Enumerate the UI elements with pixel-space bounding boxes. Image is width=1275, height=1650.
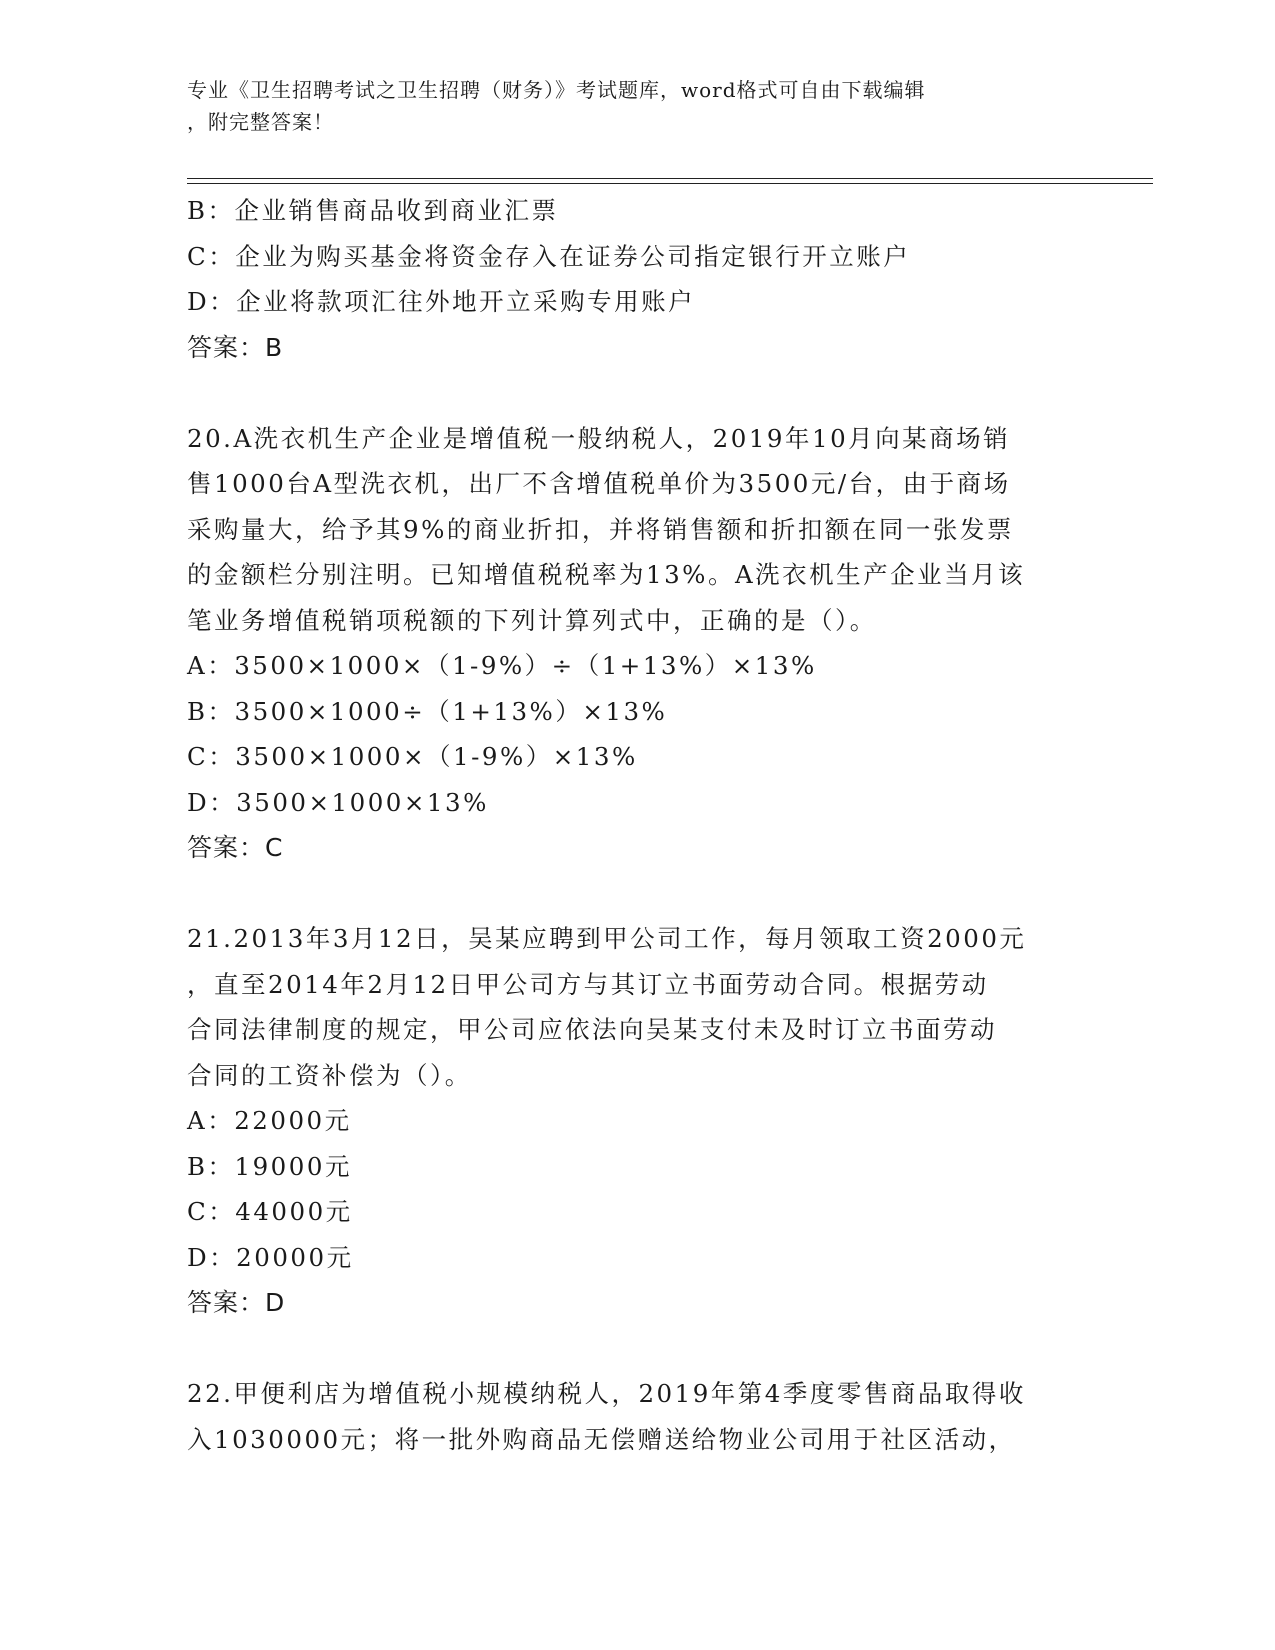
option-d: D：20000元	[187, 1242, 354, 1272]
question-stem-line: 笔业务增值税销项税额的下列计算列式中，正确的是（）。	[187, 605, 877, 635]
option-c: C：3500×1000×（1-9%）×13%	[187, 742, 638, 771]
question-stem-line: 22.甲便利店为增值税小规模纳税人，2019年第4季度零售商品取得收	[187, 1379, 1026, 1408]
option-c: C：44000元	[187, 1197, 353, 1226]
question-19-tail	[187, 188, 1107, 370]
question-stem-line: 的金额栏分别注明。已知增值税税率为13%。A洗衣机生产企业当月该	[187, 560, 1026, 589]
answer-label: 答案：D	[187, 1288, 286, 1317]
question-stem-line: 采购量大，给予其9%的商业折扣，并将销售额和折扣额在同一张发票	[187, 514, 1014, 544]
question-stem-line: ，直至2014年2月12日甲公司方与其订立书面劳动合同。根据劳动	[187, 969, 989, 999]
question-stem-line: 合同法律制度的规定，甲公司应依法向吴某支付未及时订立书面劳动	[187, 1015, 997, 1044]
option-a: A：22000元	[187, 1106, 352, 1135]
spacer	[187, 370, 1107, 416]
answer-label: 答案：B	[187, 332, 284, 362]
option-a: A：3500×1000×（1-9%）÷（1+13%）×13%	[187, 651, 817, 680]
question-21	[187, 916, 1107, 1326]
question-stem-line: 入1030000元；将一批外购商品无偿赠送给物业公司用于社区活动，	[187, 1424, 1016, 1454]
question-22	[187, 1371, 1107, 1462]
header-line-1: 专业《卫生招聘考试之卫生招聘（财务）》考试题库，word格式可自由下载编辑	[187, 78, 926, 102]
answer-label: 答案：C	[187, 833, 284, 862]
header-line-2: ，附完整答案！	[187, 110, 334, 134]
header-divider-top	[187, 178, 1153, 179]
option-b: B：19000元	[187, 1151, 352, 1181]
question-stem-line: 合同的工资补偿为（）。	[187, 1060, 472, 1090]
question-stem-line: 售1000台A型洗衣机，出厂不含增值税单价为3500元/台，由于商场	[187, 469, 1011, 498]
question-20	[187, 416, 1107, 871]
question-stem-line: 20.A洗衣机生产企业是增值税一般纳税人，2019年10月向某商场销	[187, 423, 1011, 453]
option-b: B：企业销售商品收到商业汇票	[187, 196, 559, 225]
option-d: D：3500×1000×13%	[187, 787, 489, 817]
option-d: D：企业将款项汇往外地开立采购专用账户	[187, 287, 696, 316]
option-c: C：企业为购买基金将资金存入在证券公司指定银行开立账户	[187, 241, 911, 271]
document-header	[187, 74, 1067, 138]
header-divider-bottom	[187, 183, 1153, 184]
spacer	[187, 871, 1107, 917]
spacer	[187, 1326, 1107, 1372]
question-content	[187, 188, 1107, 1462]
question-stem-line: 21.2013年3月12日，吴某应聘到甲公司工作，每月领取工资2000元	[187, 924, 1027, 953]
option-b: B：3500×1000÷（1+13%）×13%	[187, 696, 668, 726]
